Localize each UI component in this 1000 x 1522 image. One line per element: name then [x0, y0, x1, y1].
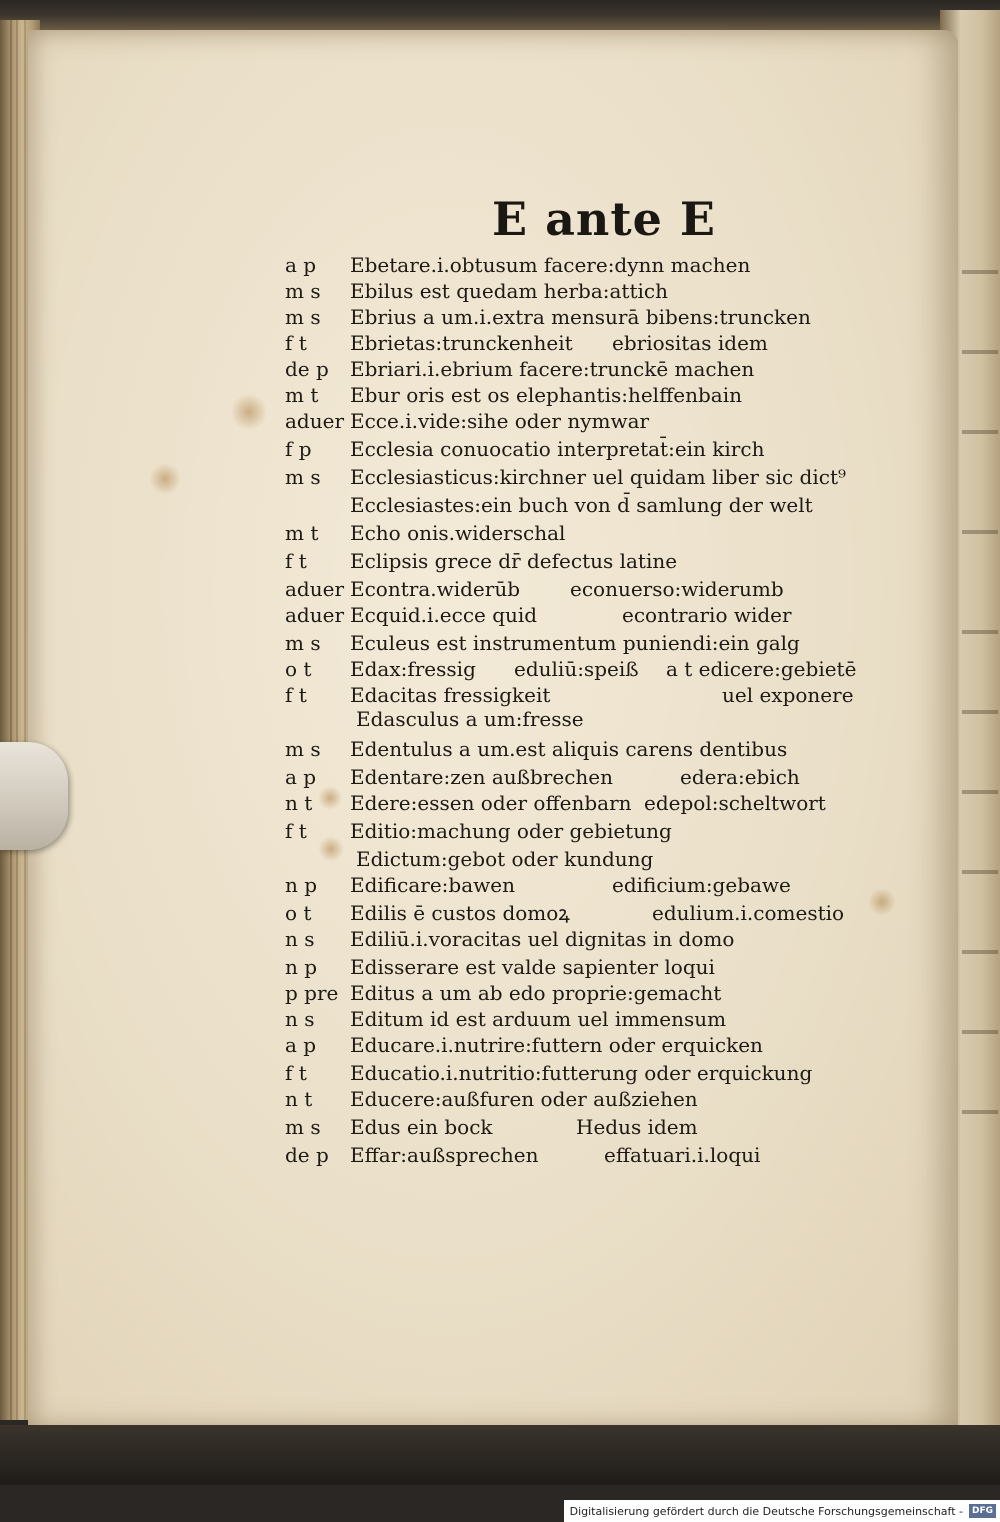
grammar-mark: n s: [285, 927, 315, 951]
entry-text: Ebrietas:trunckenheit: [350, 331, 573, 355]
grammar-mark: m t: [285, 521, 319, 545]
grammar-mark: f t: [285, 1061, 307, 1085]
entry-text: Ecce.i.vide:sihe oder nymwar: [350, 409, 650, 433]
entry-text: Editus a um ab edo proprie:gemacht: [350, 981, 722, 1005]
entry-aside: Hedus idem: [576, 1115, 698, 1139]
entry-text: Edus ein bock: [350, 1115, 493, 1139]
entry-aside: eduliū:speiß: [514, 657, 639, 681]
entry-text: Educatio.i.nutritio:futterung oder erquickung: [350, 1061, 813, 1085]
dictionary-entry: [0, 818, 900, 844]
entry-text: Educare.i.nutrire:futtern oder erquicken: [350, 1033, 763, 1057]
entry-aside: edificium:gebawe: [612, 873, 791, 897]
entry-text: Edasculus a um:fresse: [356, 707, 584, 731]
dictionary-entry: [0, 682, 900, 708]
grammar-mark: p pre: [285, 981, 339, 1005]
entry-text: Ecclesia conuocatio interpretat̄:ein kirch: [350, 437, 765, 461]
entry-text: Ebur oris est os elephantis:helffenbain: [350, 383, 743, 407]
digitization-credit-bar: [564, 1500, 1000, 1522]
digitization-credit-text: Digitalisierung gefördert durch die Deutsche Forschungsgemeinschaft -: [569, 1504, 963, 1518]
grammar-mark: m s: [285, 737, 321, 761]
dictionary-entry: [0, 1060, 900, 1086]
dictionary-entry: [0, 1114, 900, 1140]
dfg-logo: DFG: [969, 1504, 996, 1518]
grammar-mark: de p: [285, 357, 329, 381]
grammar-mark: n p: [285, 873, 318, 897]
dictionary-entry: [0, 1086, 900, 1112]
dictionary-entry: [0, 954, 900, 980]
grammar-mark: m s: [285, 465, 321, 489]
entry-text: Educere:außfuren oder außziehen: [350, 1087, 698, 1111]
dictionary-entry: [0, 630, 900, 656]
entry-text: Editio:machung oder gebietung: [350, 819, 672, 843]
dictionary-entry: [0, 464, 900, 490]
entry-aside: edulium.i.comestio: [652, 901, 845, 925]
dictionary-entry: [0, 926, 900, 952]
entry-aside: edera:ebich: [680, 765, 800, 789]
grammar-mark: aduer: [285, 577, 345, 601]
grammar-mark: f p: [285, 437, 312, 461]
grammar-mark: n p: [285, 955, 318, 979]
entry-text: Editum id est arduum uel immensum: [350, 1007, 727, 1031]
grammar-mark: m s: [285, 305, 321, 329]
dictionary-entry: [0, 304, 900, 330]
entry-text: Edificare:bawen: [350, 873, 515, 897]
dictionary-entry: [0, 602, 900, 628]
entry-text: Echo onis.widerschal: [350, 521, 566, 545]
dictionary-entry: [0, 382, 900, 408]
entry-text: Ediliū.i.voracitas uel dignitas in domo: [350, 927, 735, 951]
dictionary-entry: [0, 764, 900, 790]
grammar-mark: n t: [285, 791, 313, 815]
entry-aside: econtrario wider: [622, 603, 792, 627]
dictionary-entry: [0, 520, 900, 546]
dictionary-entry: [0, 278, 900, 304]
grammar-mark: m t: [285, 383, 319, 407]
entry-text: Edax:fressig: [350, 657, 476, 681]
grammar-mark: f t: [285, 819, 307, 843]
dictionary-entry: [0, 656, 900, 682]
dictionary-entry: [0, 790, 900, 816]
entry-aside: uel exponere: [722, 683, 854, 707]
grammar-mark: f t: [285, 331, 307, 355]
dictionary-entry: [0, 330, 900, 356]
dictionary-entry: [0, 576, 900, 602]
grammar-mark: n s: [285, 1007, 315, 1031]
entry-aside: effatuari.i.loqui: [604, 1143, 761, 1167]
entry-text: Ecquid.i.ecce quid: [350, 603, 538, 627]
dictionary-entry: [0, 1006, 900, 1032]
grammar-mark: a p: [285, 765, 317, 789]
grammar-mark: f t: [285, 683, 307, 707]
page-bottom-shadow: [0, 1425, 1000, 1485]
grammar-mark: m s: [285, 279, 321, 303]
entry-text: Ebriari.i.ebrium facere:trunckē machen: [350, 357, 755, 381]
entry-text: Eclipsis grece dr̄ defectus latine: [350, 549, 678, 573]
dictionary-entry: [0, 872, 900, 898]
grammar-mark: aduer: [285, 603, 345, 627]
dictionary-entry: [0, 492, 900, 518]
grammar-mark: o t: [285, 901, 312, 925]
grammar-mark: a p: [285, 253, 317, 277]
dictionary-entry: [0, 980, 900, 1006]
grammar-mark: m s: [285, 1115, 321, 1139]
entry-aside: ebriositas idem: [612, 331, 768, 355]
entry-text: Edacitas fressigkeit: [350, 683, 551, 707]
entry-aside: a t edicere:gebietē: [666, 657, 857, 681]
entry-text: Ecclesiastes:ein buch von d̄ samlung der welt: [350, 493, 813, 517]
entry-text: Edisserare est valde sapienter loqui: [350, 955, 715, 979]
entry-text: Ebetare.i.obtusum facere:dynn machen: [350, 253, 751, 277]
dictionary-entry: [0, 900, 900, 926]
grammar-mark: n t: [285, 1087, 313, 1111]
grammar-mark: m s: [285, 631, 321, 655]
entry-text: Econtra.widerūb: [350, 577, 520, 601]
dictionary-entry: [0, 1142, 900, 1168]
entry-text: Ebrius a um.i.extra mensurā bibens:truncken: [350, 305, 811, 329]
grammar-mark: o t: [285, 657, 312, 681]
dictionary-entry: [0, 436, 900, 462]
entry-text: Ebilus est quedam herba:attich: [350, 279, 668, 303]
entry-text: Edictum:gebot oder kundung: [356, 847, 654, 871]
dictionary-entry: [0, 736, 900, 762]
entry-text: Edere:essen oder offenbarn: [350, 791, 632, 815]
entry-text: Edentare:zen außbrechen: [350, 765, 613, 789]
page-heading: E ante E: [492, 192, 716, 246]
dictionary-entry: [0, 846, 900, 872]
entry-text: Eculeus est instrumentum puniendi:ein galg: [350, 631, 800, 655]
entry-text: Effar:außsprechen: [350, 1143, 539, 1167]
dictionary-entry: [0, 252, 900, 278]
grammar-mark: a p: [285, 1033, 317, 1057]
dictionary-entry: [0, 1032, 900, 1058]
entry-aside: econuerso:widerumb: [570, 577, 784, 601]
grammar-mark: f t: [285, 549, 307, 573]
dictionary-entry: [0, 356, 900, 382]
entry-text: Edilis ē custos domoꝝ: [350, 901, 570, 925]
entry-text: Edentulus a um.est aliquis carens dentibus: [350, 737, 788, 761]
grammar-mark: aduer: [285, 409, 345, 433]
entry-aside: edepol:scheltwort: [644, 791, 826, 815]
grammar-mark: de p: [285, 1143, 329, 1167]
dictionary-entry: [0, 548, 900, 574]
dictionary-entry: [0, 408, 900, 434]
dictionary-entry: [0, 706, 900, 732]
entry-text: Ecclesiasticus:kirchner uel quidam liber sic dict⁹: [350, 465, 847, 489]
